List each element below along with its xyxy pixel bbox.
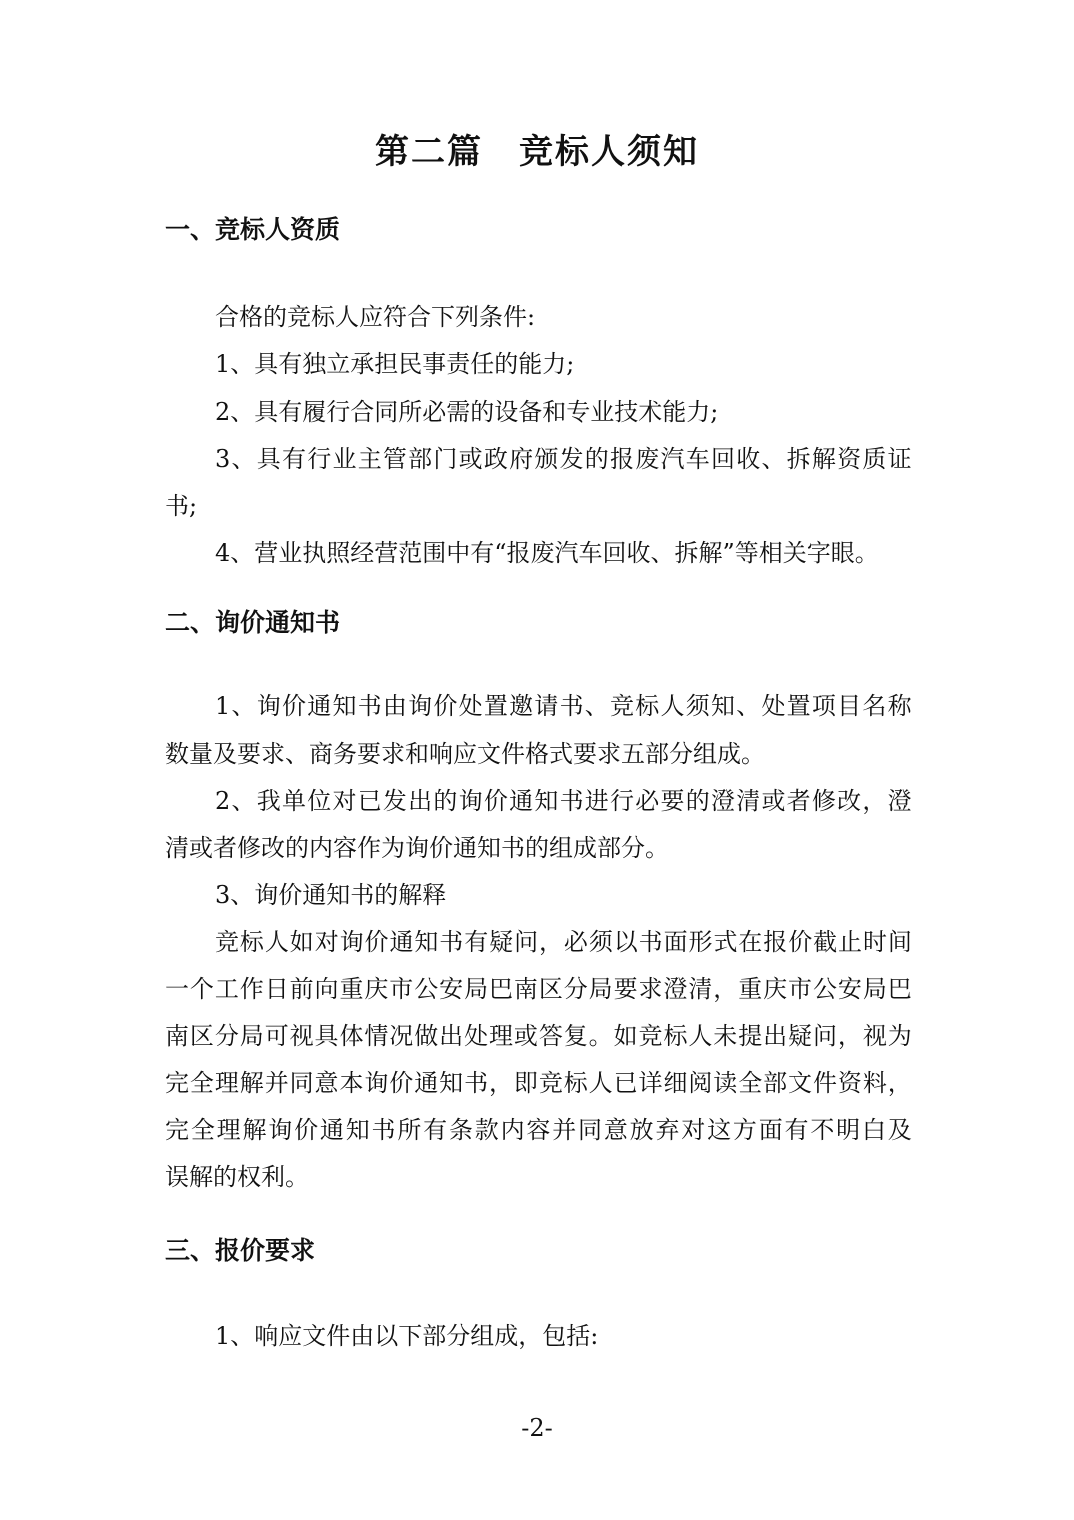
paragraph-line: 竞 标 人 如 对 询 价 通 知 书 有 疑 问 ， 必 须 以 书 面 形 式 在 报 价 截 止 时 间: [215, 928, 912, 956]
page-number: -2-: [521, 1414, 553, 1442]
section-heading-quotation: 三、报价要求: [165, 1236, 316, 1265]
page-title: 第二篇 竞标人须知: [375, 132, 699, 172]
paragraph-line: 2、具有履行合同所必需的设备和专业技术能力;: [215, 398, 719, 426]
paragraph-line: 书;: [165, 492, 198, 520]
paragraph-line: 完 全 理 解 询 价 通 知 书 所 有 条 款 内 容 并 同 意 放 弃 对 这 方 面 有 不 明 白 及: [165, 1116, 912, 1144]
paragraph-line: 合格的竞标人应符合下列条件:: [215, 303, 536, 331]
paragraph-line: 清或者修改的内容作为询价通知书的组成部分。: [165, 834, 669, 862]
paragraph-line: 2 、 我 单 位 对 已 发 出 的 询 价 通 知 书 进 行 必 要 的 澄 清 或 者 修 改 ， 澄: [215, 787, 912, 815]
paragraph-line: 1、具有独立承担民事责任的能力;: [215, 350, 575, 378]
section-heading-qualification: 一、竞标人资质: [165, 215, 341, 244]
paragraph-line: 数量及要求、商务要求和响应文件格式要求五部分组成。: [165, 740, 765, 768]
paragraph-line: 南 区 分 局 可 视 具 体 情 况 做 出 处 理 或 答 复 。 如 竞 标 人 未 提 出 疑 问 ， 视 为: [165, 1022, 912, 1050]
paragraph-line: 一 个 工 作 日 前 向 重 庆 市 公 安 局 巴 南 区 分 局 要 求 澄 清 ， 重 庆 市 公 安 局 巴: [165, 975, 912, 1003]
paragraph-line: 完 全 理 解 并 同 意 本 询 价 通 知 书 ， 即 竞 标 人 已 详 细 阅 读 全 部 文 件 资 料 ，: [165, 1069, 912, 1097]
paragraph-line: 3、询价通知书的解释: [215, 881, 447, 909]
paragraph-line: 1 、 询 价 通 知 书 由 询 价 处 置 邀 请 书 、 竞 标 人 须 知 、 处 置 项 目 名 称: [215, 692, 912, 720]
paragraph-line: 3 、 具 有 行 业 主 管 部 门 或 政 府 颁 发 的 报 废 汽 车 回 收 、 拆 解 资 质 证: [215, 445, 912, 473]
section-heading-inquiry-notice: 二、询价通知书: [165, 608, 341, 637]
paragraph-line: 1、响应文件由以下部分组成，包括:: [215, 1322, 599, 1350]
paragraph-line: 误解的权利。: [165, 1163, 309, 1191]
paragraph-line: 4、营业执照经营范围中有“报废汽车回收、拆解”等相关字眼。: [215, 539, 879, 567]
